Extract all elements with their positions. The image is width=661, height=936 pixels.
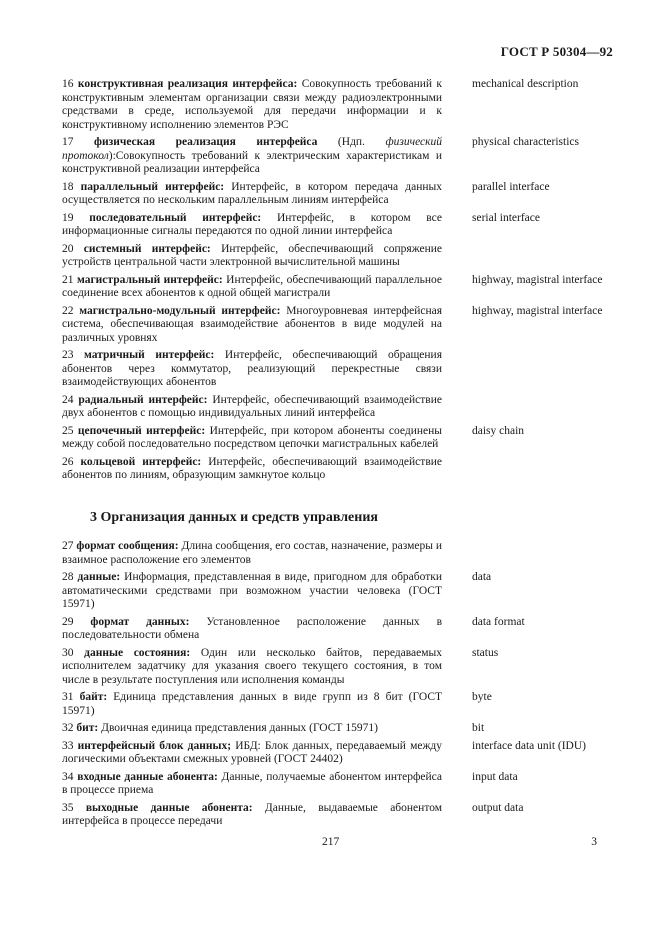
term-entry [62, 647, 622, 688]
term-definition: Установленное расположение данных в последовательности обмена [62, 615, 443, 641]
term-number: 17 [62, 136, 74, 148]
english-equivalent: data format [472, 615, 525, 628]
term-entry [62, 349, 622, 390]
term-definition-block [62, 540, 442, 567]
term-number: 25 [62, 424, 74, 437]
term-number: 26 [62, 455, 74, 468]
english-equivalent: mechanical description [472, 78, 579, 90]
term-number: 21 [62, 273, 74, 286]
english-equivalent: data [472, 571, 492, 583]
term-name: матричный интерфейс: [84, 349, 215, 361]
term-definition-block [62, 740, 442, 767]
term-number: 19 [62, 211, 74, 224]
term-number: 18 [62, 180, 74, 193]
term-name: бит: [76, 722, 99, 734]
term-note: (Ндп. [317, 136, 386, 148]
term-entry [62, 456, 622, 483]
term-name: конструктивная реализация интерфейса: [77, 78, 298, 90]
english-equivalent: output data [472, 801, 524, 814]
term-definition: Длина сообщения, его состав, назначение, размеры и взаимное расположение его элементов [62, 540, 443, 566]
term-number: 20 [62, 242, 74, 255]
term-entry [62, 540, 622, 567]
term-definition-block [62, 647, 442, 688]
term-name: параллельный интерфейс: [80, 180, 225, 193]
term-definition-block [62, 616, 442, 643]
term-name: кольцевой интерфейс: [80, 455, 202, 468]
term-entry [62, 425, 622, 452]
term-definition: Один или несколько байтов, передаваемых исполнителем задатчику для указания своего текущего состояния, в том числе в результате поступления или исполнения команды [62, 646, 443, 686]
terms-list [62, 78, 622, 487]
term-number: 27 [62, 540, 74, 552]
term-entry [62, 771, 622, 798]
term-definition-block [62, 722, 442, 736]
term-name: формат сообщения: [76, 540, 179, 552]
section-heading: 3 Организация данных и средств управления [90, 510, 378, 525]
term-definition: Блок данных, передаваемый между логическими объектами смежных уровней (ГОСТ 24402) [62, 739, 442, 765]
term-name: последовательный интерфейс: [89, 211, 262, 224]
term-entry [62, 243, 622, 270]
term-entry [62, 212, 622, 239]
term-number: 24 [62, 393, 74, 406]
term-definition: Совокупность требований к конструктивным элементам организации связи между радиоэлектронными средствами в среде, используемой для передачи информации и к конструктивному исполнению элементов РЭС [62, 78, 443, 131]
term-name: входные данные абонента: [77, 770, 218, 783]
english-equivalent: parallel interface [472, 180, 550, 193]
term-definition: Интерфейс, в котором передача данных осуществляется по нескольким параллельным линиям интерфейса [62, 180, 443, 206]
term-note-italic: физический протокол [62, 136, 443, 162]
term-name: радиальный интерфейс: [78, 393, 208, 406]
term-definition-block [62, 394, 442, 421]
term-definition-block [62, 771, 442, 798]
english-equivalent: byte [472, 691, 492, 703]
term-definition-block [62, 691, 442, 718]
term-name: цепочечный интерфейс: [77, 424, 206, 437]
term-definition: Данные, выдаваемые абонентом интерфейса в процессе передачи [62, 801, 443, 827]
term-entry [62, 78, 622, 132]
term-name: физическая реализация интерфейса [94, 136, 318, 148]
term-definition: Двоичная единица представления данных (ГОСТ 15971) [101, 722, 378, 734]
term-entry [62, 802, 622, 829]
terms-list [62, 540, 622, 833]
term-name: данные: [77, 571, 121, 583]
term-definition: Информация, представленная в виде, пригодном для обработки автоматическими средствами при возможном участии человека (ГОСТ 15971) [62, 571, 442, 610]
term-number: 22 [62, 304, 74, 317]
term-number: 29 [62, 615, 74, 628]
term-number: 16 [62, 78, 74, 90]
term-definition: Интерфейс, в котором все информационные сигналы передаются по одной линии интерфейса [62, 211, 443, 237]
term-definition-block [62, 181, 442, 208]
term-entry [62, 136, 622, 177]
term-definition: Интерфейс, обеспечивающий обращения абонентов через коммутатор, реализующий перекрестные связи взаимодействующих абонентов [62, 349, 442, 388]
term-definition-block [62, 456, 442, 483]
term-number: 35 [62, 801, 74, 814]
term-definition: Интерфейс, обеспечивающий сопряжение устройств центральной части электронной вычислительной машины [62, 242, 443, 268]
term-entry [62, 616, 622, 643]
term-name: интерфейсный блок данных; [77, 739, 232, 752]
term-entry [62, 691, 622, 718]
term-name: формат данных: [90, 615, 190, 628]
sheet-number: 3 [591, 836, 597, 848]
term-definition-block [62, 212, 442, 239]
term-number: 23 [62, 349, 74, 361]
english-equivalent: interface data unit (IDU) [472, 739, 586, 752]
term-definition-block [62, 243, 442, 270]
english-equivalent: daisy chain [472, 424, 525, 437]
term-note: ИБД: [231, 739, 265, 752]
english-equivalent: status [472, 646, 499, 659]
term-entry [62, 274, 622, 301]
term-number: 28 [62, 571, 74, 583]
term-name: системный интерфейс: [83, 242, 211, 255]
term-definition-block [62, 349, 442, 390]
term-entry [62, 305, 622, 346]
term-note: ): [108, 149, 116, 162]
term-definition: Многоуровневая интерфейсная система, обеспечивающая взаимодействие абонентов в виде модулей на различных уровнях [62, 304, 442, 344]
term-number: 30 [62, 646, 74, 659]
english-equivalent: highway, magistral interface [472, 304, 603, 317]
term-entry [62, 722, 622, 736]
term-name: байт: [79, 691, 108, 703]
term-definition-block [62, 802, 442, 829]
page-number: 217 [322, 836, 340, 848]
term-definition: Интерфейс, при котором абоненты соединены между собой последовательно посредством цепочки магистральных кабелей [62, 424, 442, 450]
term-name: магистральный интерфейс: [76, 273, 223, 286]
english-equivalent: highway, magistral interface [472, 273, 603, 286]
english-equivalent: serial interface [472, 211, 540, 224]
term-entry [62, 181, 622, 208]
term-definition-block [62, 425, 442, 452]
term-definition-block [62, 305, 442, 346]
term-definition: Интерфейс, обеспечивающий взаимодействие двух абонентов с помощью индивидуальных линий интерфейса [62, 393, 442, 419]
term-definition: Интерфейс, обеспечивающий взаимодействие абонентов по линиям, образующим замкнутое кольцо [62, 455, 443, 481]
term-entry [62, 571, 622, 612]
english-equivalent: bit [472, 722, 485, 734]
term-number: 31 [62, 691, 74, 703]
term-definition: Интерфейс, обеспечивающий параллельное соединение всех абонентов к одной общей магистрали [62, 273, 442, 299]
term-name: магистрально-модульный интерфейс: [79, 304, 281, 317]
term-number: 32 [62, 722, 74, 734]
standard-header: ГОСТ Р 50304—92 [500, 44, 613, 59]
english-equivalent: physical characteristics [472, 136, 579, 148]
english-equivalent: input data [472, 770, 518, 783]
term-entry [62, 394, 622, 421]
term-definition-block [62, 571, 442, 612]
term-definition: Совокупность требований к электрическим характеристикам и конструктивной реализации интерфейса [62, 149, 442, 175]
term-definition-block [62, 78, 442, 132]
term-definition-block [62, 274, 442, 301]
term-number: 34 [62, 770, 74, 783]
term-name: данные состояния: [84, 646, 191, 659]
term-definition: Единица представления данных в виде групп из 8 бит (ГОСТ 15971) [62, 691, 443, 717]
term-name: выходные данные абонента: [85, 801, 253, 814]
term-number: 33 [62, 739, 74, 752]
term-entry [62, 740, 622, 767]
term-definition: Данные, получаемые абонентом интерфейса в процессе приема [62, 770, 443, 796]
term-definition-block [62, 136, 442, 177]
